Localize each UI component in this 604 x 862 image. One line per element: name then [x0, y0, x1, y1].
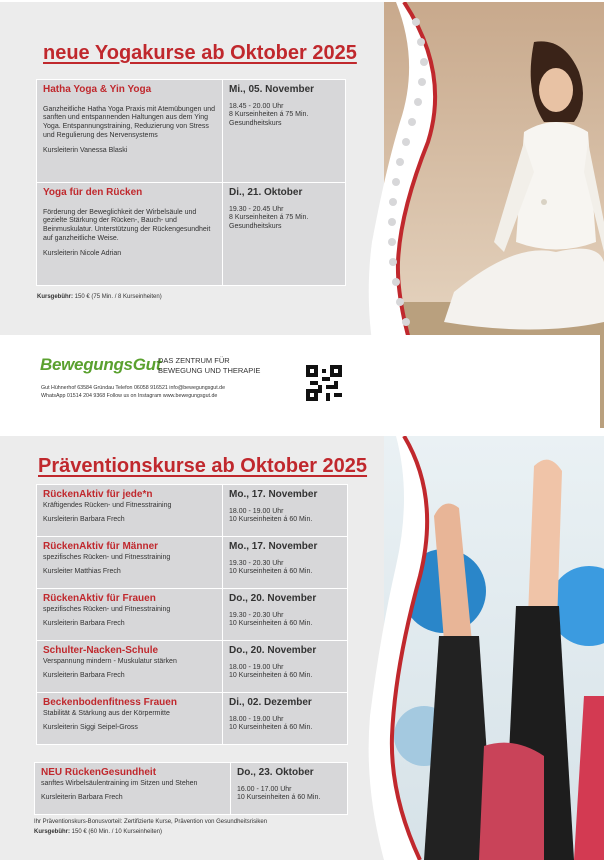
fee-value: 150 € (75 Min. / 8 Kurseinheiten) — [74, 294, 162, 300]
table-row — [37, 641, 348, 693]
course-schedule — [223, 693, 348, 745]
brand-logo: BewegungsGut — [40, 355, 162, 374]
new-course-table — [34, 762, 348, 815]
course-info — [37, 80, 223, 183]
course-time: 16.00 - 17.00 Uhr — [237, 785, 292, 793]
course-fee — [37, 294, 162, 300]
course-units: 10 Kurseinheiten á 60 Min. — [229, 724, 313, 732]
course-time: 19.30 - 20.30 Uhr — [229, 611, 284, 619]
course-units: 10 Kurseinheiten á 60 Min. — [229, 516, 313, 524]
course-type: Gesundheitskurs — [229, 120, 282, 127]
fee-label: Kursgebühr: — [37, 294, 73, 300]
footer-banner — [0, 335, 600, 428]
course-name: RückenAktiv für jede*n — [43, 489, 153, 500]
course-units: 10 Kurseinheiten á 60 Min. — [229, 672, 313, 680]
course-time: 18.45 - 20.00 Uhr — [229, 102, 284, 110]
table-row — [37, 693, 348, 745]
fee-label: Kursgebühr: — [34, 829, 70, 835]
course-time: 18.00 - 19.00 Uhr — [229, 507, 284, 515]
tagline — [158, 356, 288, 376]
course-name: RückenAktiv für Frauen — [43, 593, 156, 604]
course-name: NEU RückenGesundheit — [41, 767, 157, 778]
course-units: 10 Kurseinheiten á 60 Min. — [229, 620, 313, 628]
course-description: sanftes Wirbelsäulentraining im Sitzen und Stehen — [41, 779, 198, 787]
table-row — [35, 763, 348, 815]
course-name: RückenAktiv für Männer — [43, 541, 159, 552]
course-date: Mo., 17. November — [229, 489, 318, 500]
course-instructor: Kursleiterin Vanessa Blaski — [43, 146, 128, 154]
course-info — [37, 183, 223, 286]
course-name: Yoga für den Rücken — [43, 187, 143, 198]
course-date: Do., 20. November — [229, 593, 317, 604]
course-schedule — [231, 763, 348, 815]
course-instructor: Kursleiterin Barbara Frech — [43, 672, 125, 680]
prevention-flyer — [0, 436, 604, 860]
course-info — [37, 537, 223, 589]
course-date: Di., 21. Oktober — [229, 187, 303, 198]
course-date: Do., 20. November — [229, 645, 317, 656]
prevention-course-table — [36, 484, 348, 745]
course-date: Di., 02. Dezember — [229, 697, 312, 708]
course-time: 19.30 - 20.45 Uhr — [229, 205, 284, 213]
course-schedule — [223, 589, 348, 641]
course-date: Mo., 17. November — [229, 541, 318, 552]
table-row — [37, 537, 348, 589]
contact-info — [41, 384, 225, 401]
course-time: 18.00 - 19.00 Uhr — [229, 715, 284, 723]
bonus-note: Ihr Präventionskurs-Bonusvorteil: Zertifizierte Kurse, Prävention von Gesundheitsrisiken — [34, 819, 268, 825]
contact-line: WhatsApp 01514 204 9368 Follow us on Instagram www.bewegungsgut.de — [41, 393, 218, 400]
course-units: 8 Kurseinheiten á 75 Min. — [229, 111, 309, 119]
table-row — [37, 485, 348, 537]
course-description: spezifisches Rücken- und Fitnesstraining — [43, 605, 171, 613]
course-description: spezifisches Rücken- und Fitnesstraining — [43, 553, 171, 561]
page-title: neue Yogakurse ab Oktober 2025 — [43, 42, 357, 64]
course-schedule — [223, 537, 348, 589]
yoga-course-table — [36, 79, 346, 286]
course-schedule — [223, 485, 348, 537]
course-info — [37, 641, 223, 693]
course-name: Schulter-Nacken-Schule — [43, 645, 159, 656]
course-description: Ganzheitliche Hatha Yoga Praxis mit Atemübungen und sanften und entspannenden Haltungen aus dem Ying Yoga. Entspannungstraining, Reduzierung von Stress und Regulierung des Nervensystems — [43, 105, 216, 139]
table-row — [37, 183, 346, 286]
course-info — [37, 693, 223, 745]
course-info — [37, 589, 223, 641]
course-schedule — [223, 183, 346, 286]
course-instructor: Kursleiterin Barbara Frech — [43, 620, 125, 628]
course-instructor: Kursleiterin Barbara Frech — [41, 794, 123, 802]
course-time: 19.30 - 20.30 Uhr — [229, 559, 284, 567]
yoga-flyer — [0, 2, 604, 428]
tagline-line: DAS ZENTRUM FÜR — [158, 356, 230, 365]
course-schedule — [223, 80, 346, 183]
course-info — [35, 763, 231, 815]
course-description: Kräftigendes Rücken- und Fitnesstraining — [43, 501, 172, 509]
course-schedule — [223, 641, 348, 693]
course-name: Beckenbodenfitness Frauen — [43, 697, 177, 708]
course-type: Gesundheitskurs — [229, 223, 282, 230]
course-units: 8 Kurseinheiten á 75 Min. — [229, 214, 309, 222]
contact-line: Gut Hühnerhof 63584 Gründau Telefon 06058 916521 info@bewegungsgut.de — [41, 385, 226, 391]
table-row — [37, 80, 346, 183]
tagline-line: BEWEGUNG UND THERAPIE — [158, 366, 261, 376]
course-fee — [34, 829, 162, 835]
course-instructor: Kursleiterin Barbara Frech — [43, 516, 125, 524]
page-title: Präventionskurse ab Oktober 2025 — [38, 455, 368, 477]
course-instructor: Kursleiterin Nicole Adrian — [43, 249, 122, 257]
course-time: 18.00 - 19.00 Uhr — [229, 663, 284, 671]
course-units: 10 Kurseinheiten á 60 Min. — [229, 568, 313, 576]
table-row — [37, 589, 348, 641]
course-info — [37, 485, 223, 537]
course-description: Förderung der Beweglichkeit der Wirbelsäule und gezielte Stärkung der Rücken-, Bauch- und Beinmuskulatur. Unterstützung der Rückengesundheit auf ganzheitliche Weise. — [43, 208, 211, 242]
course-date: Mi., 05. November — [229, 84, 315, 95]
course-date: Do., 23. Oktober — [237, 767, 314, 778]
fee-value: 150 € (60 Min. / 10 Kurseinheiten) — [71, 829, 163, 835]
course-units: 10 Kurseinheiten á 60 Min. — [237, 794, 321, 802]
pilates-photo — [384, 436, 604, 860]
qr-code-icon — [306, 365, 342, 401]
course-description: Stabilität & Stärkung aus der Körpermitte — [43, 709, 170, 717]
course-instructor: Kursleiterin Siggi Seipel-Gross — [43, 724, 138, 732]
course-name: Hatha Yoga & Yin Yoga — [43, 84, 152, 95]
course-description: Verspannung mindern - Muskulatur stärken — [43, 657, 177, 665]
course-instructor: Kursleiter Matthias Frech — [43, 568, 121, 576]
